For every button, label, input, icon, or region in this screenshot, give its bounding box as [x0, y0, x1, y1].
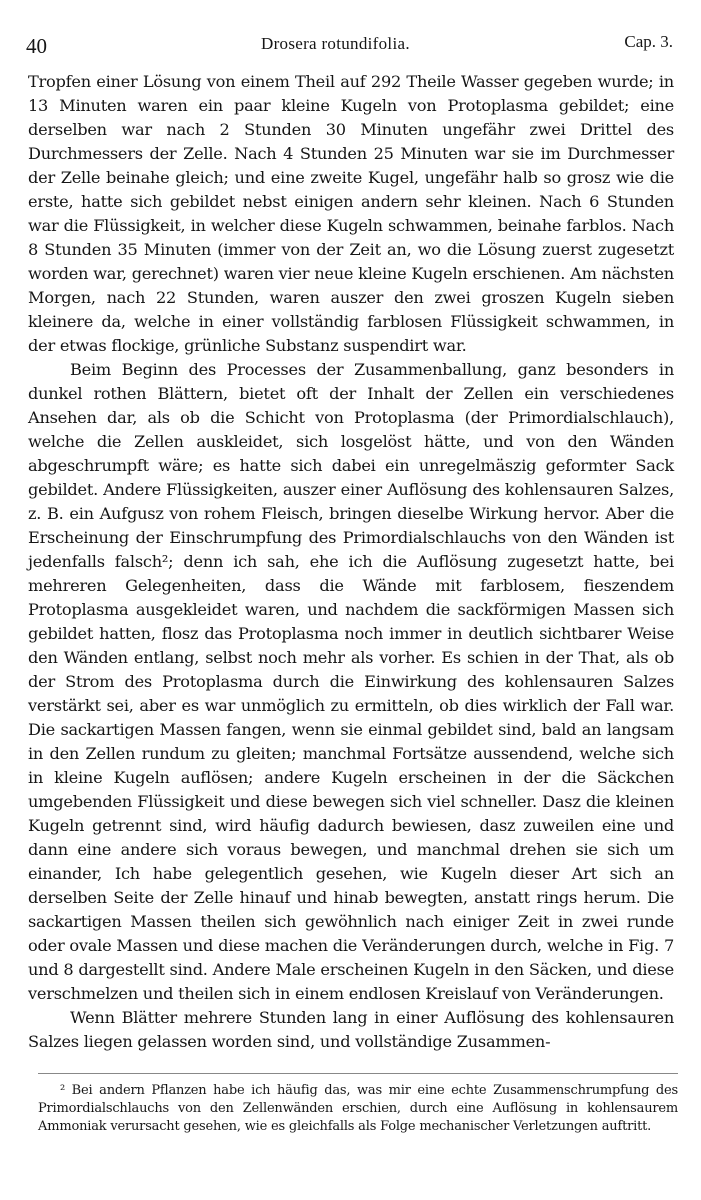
- body-text: [28, 70, 674, 1054]
- footnote-divider: [38, 1073, 678, 1074]
- page-header: [26, 30, 673, 58]
- running-title: Drosera rotundifolia.: [261, 34, 410, 53]
- chapter-label: Cap. 3.: [624, 32, 673, 51]
- page-number: 40: [26, 34, 47, 58]
- paragraph: Beim Beginn des Processes der Zusammenballung, ganz besonders in dunkel rothen Blättern, bietet oft der Inhalt der Zellen ein verschiedenes Ansehen dar, als ob die Schicht von Protoplasma (der Primordialschlauch), welche die Zellen auskleidet, sich losgelöst hätte, und von den Wänden abgeschrumpft wäre; es hatte sich dabei ein unregelmäszig geformter Sack gebildet. Andere Flüssigkeiten, auszer einer Auflösung des kohlensauren Salzes, z. B. ein Aufgusz von rohem Fleisch, bringen dieselbe Wirkung hervor. Aber die Erscheinung der Einschrumpfung des Primordialschlauchs von den Wänden ist jedenfalls falsch²; denn ich sah, ehe ich die Auflösung zugesetzt hatte, bei mehreren Gelegenheiten, dass die Wände mit farblosem, fieszendem Protoplasma ausgekleidet waren, und nachdem die sackförmigen Massen sich gebildet hatten, flosz das Protoplasma noch immer in deutlich sichtbarer Weise den Wänden entlang, selbst noch mehr als vorher. Es schien in der That, als ob der Strom des Protoplasma durch die Einwirkung des kohlensauren Salzes verstärkt sei, aber es war unmöglich zu ermitteln, ob dies wirklich der Fall war. Die sackartigen Massen fangen, wenn sie einmal gebildet sind, bald an langsam in den Zellen rundum zu gleiten; manchmal Fortsätze aussendend, welche sich in kleine Kugeln auflösen; andere Kugeln erscheinen in der die Säckchen umgebenden Flüssigkeit und diese bewegen sich viel schneller. Dasz die kleinen Kugeln getrennt sind, wird häufig dadurch bewiesen, dasz zuweilen eine und dann eine andere sich voraus bewegen, und manchmal drehen sie sich um einander, Ich habe gelegentlich gesehen, wie Kugeln dieser Art sich an derselben Seite der Zelle hinauf und hinab bewegten, anstatt rings herum. Die sackartigen Massen theilen sich gewöhnlich nach einiger Zeit in zwei runde oder ovale Massen und diese machen die Veränderungen durch, welche in Fig. 7 und 8 dargestellt sind. Andere Male erscheinen Kugeln in den Säcken, und diese verschmelzen und theilen sich in einem endlosen Kreislauf von Veränderungen.: [28, 360, 674, 1003]
- paragraph-continuation: Tropfen einer Lösung von einem Theil auf 292 Theile Wasser gegeben wurde; in 13 Minuten waren ein paar kleine Kugeln von Protoplasma gebildet; eine derselben war nach 2 Stunden 30 Minuten ungefähr zwei Drittel des Durchmessers der Zelle. Nach 4 Stunden 25 Minuten war sie im Durchmesser der Zelle beinahe gleich; und eine zweite Kugel, ungefähr halb so grosz wie die erste, hatte sich gebildet nebst einigen andern sehr kleinen. Nach 6 Stunden war die Flüssigkeit, in welcher diese Kugeln schwammen, beinahe farblos. Nach 8 Stunden 35 Minuten (immer von der Zeit an, wo die Lösung zuerst zugesetzt worden war, gerechnet) waren vier neue kleine Kugeln erschienen. Am nächsten Morgen, nach 22 Stunden, waren auszer den zwei groszen Kugeln sieben kleinere da, welche in einer vollständig farblosen Flüssigkeit schwammen, in der etwas flockige, grünliche Substanz suspendirt war.: [28, 72, 674, 355]
- footnote: ² Bei andern Pflanzen habe ich häufig das, was mir eine echte Zusammenschrumpfung des Primordialschlauchs von den Zellenwänden erschien, durch eine Auflösung in kohlensaurem Ammoniak verursacht gesehen, wie es gleichfalls als Folge mechanischer Verletzungen auftritt.: [38, 1083, 678, 1134]
- paragraph: Wenn Blätter mehrere Stunden lang in einer Auflösung des kohlensauren Salzes liegen gelassen worden sind, und vollständige Zusammen-: [28, 1008, 674, 1051]
